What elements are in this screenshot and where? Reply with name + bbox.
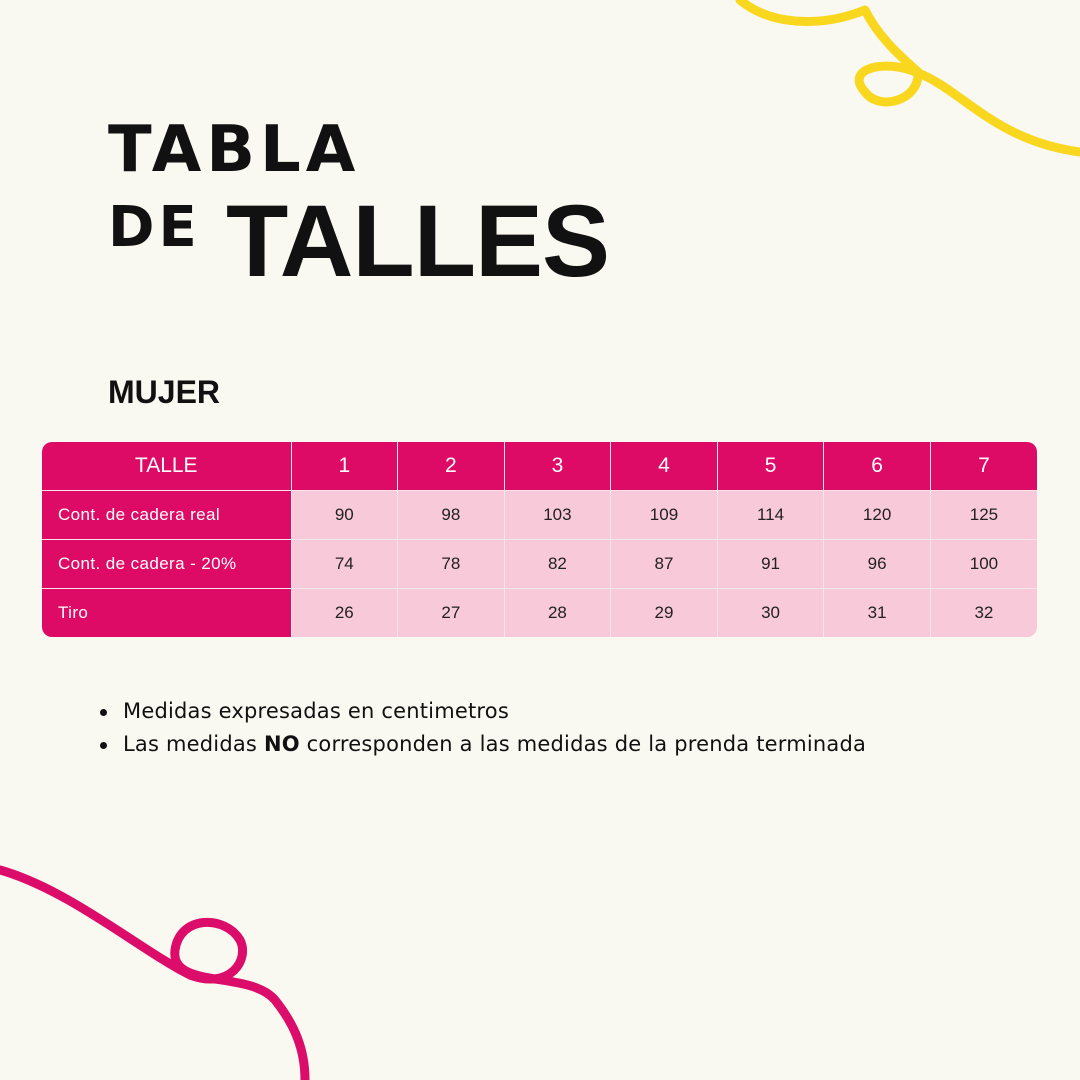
bullet-icon <box>100 742 107 749</box>
table-cell: 109 <box>611 491 718 540</box>
row-label: Cont. de cadera real <box>42 491 291 540</box>
table-cell: 78 <box>398 540 505 589</box>
table-row <box>42 589 1037 638</box>
header-size-3: 3 <box>504 442 611 491</box>
page-title-line1: TABLA <box>108 113 361 187</box>
size-table <box>42 442 1037 637</box>
bullet-icon <box>100 709 107 716</box>
table-cell: 120 <box>824 491 931 540</box>
table-cell: 27 <box>398 589 505 638</box>
note-text-before: Las medidas <box>123 732 264 756</box>
table-row <box>42 540 1037 589</box>
note-text-after: corresponden a las medidas de la prenda terminada <box>299 732 867 756</box>
table-cell: 32 <box>930 589 1037 638</box>
yellow-squiggle <box>740 0 1080 152</box>
table-cell: 74 <box>291 540 398 589</box>
table-cell: 30 <box>717 589 824 638</box>
section-label: MUJER <box>108 374 221 410</box>
header-size-4: 4 <box>611 442 718 491</box>
table-cell: 26 <box>291 589 398 638</box>
list-item <box>100 729 866 762</box>
table-cell: 96 <box>824 540 931 589</box>
header-size-6: 6 <box>824 442 931 491</box>
page-title-talles: TALLES <box>226 184 610 298</box>
table-cell: 125 <box>930 491 1037 540</box>
table-cell: 90 <box>291 491 398 540</box>
header-talle: TALLE <box>42 442 291 491</box>
table-cell: 98 <box>398 491 505 540</box>
list-item <box>100 696 866 729</box>
table-cell: 91 <box>717 540 824 589</box>
note-text: Medidas expresadas en centimetros <box>123 699 509 723</box>
row-label: Cont. de cadera - 20% <box>42 540 291 589</box>
table-cell: 100 <box>930 540 1037 589</box>
table-cell: 82 <box>504 540 611 589</box>
table-cell: 114 <box>717 491 824 540</box>
table-cell: 29 <box>611 589 718 638</box>
header-size-7: 7 <box>930 442 1037 491</box>
table-cell: 31 <box>824 589 931 638</box>
header-size-1: 1 <box>291 442 398 491</box>
table-cell: 103 <box>504 491 611 540</box>
note-emphasis: NO <box>263 732 300 756</box>
page-title-de: DE <box>108 195 201 260</box>
header-size-2: 2 <box>398 442 505 491</box>
notes-list <box>100 696 866 762</box>
table-row <box>42 491 1037 540</box>
table-cell: 87 <box>611 540 718 589</box>
table-cell: 28 <box>504 589 611 638</box>
row-label: Tiro <box>42 589 291 638</box>
pink-squiggle <box>0 870 305 1080</box>
header-size-5: 5 <box>717 442 824 491</box>
table-header-row <box>42 442 1037 491</box>
